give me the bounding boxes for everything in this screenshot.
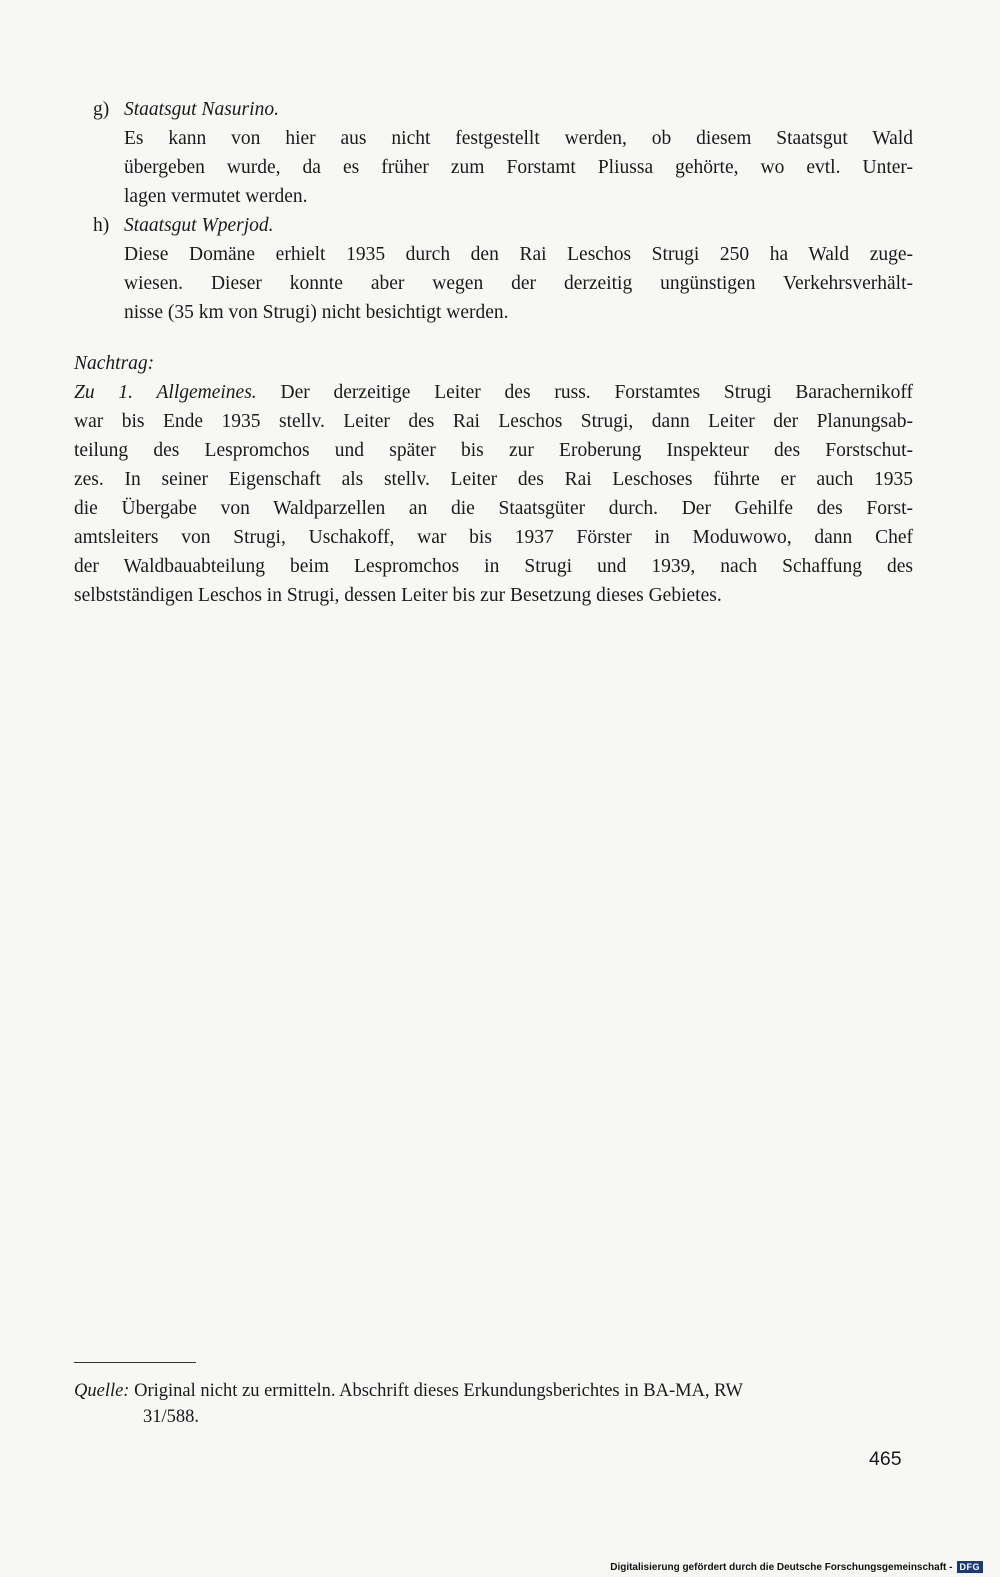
dfg-logo-icon: DFG — [957, 1561, 984, 1573]
list-item-h — [93, 211, 913, 327]
paragraph-line — [74, 378, 913, 407]
heading-staatsgut-wperjod: Staatsgut Wperjod. — [124, 215, 274, 236]
paragraph-line: zes. In seiner Eigenschaft als stellv. Leiter des Rai Leschoses führte er auch 1935 — [74, 469, 913, 490]
page-number: 465 — [869, 1448, 902, 1470]
paragraph-line: Diese Domäne erhielt 1935 durch den Rai Leschos Strugi 250 ha Wald zuge- — [124, 244, 913, 265]
list-item-h-body — [124, 211, 913, 327]
list-item-g — [93, 95, 913, 211]
list-marker-h: h) — [93, 215, 110, 236]
source-note — [74, 1378, 913, 1430]
nachtrag-title: Nachtrag: — [74, 353, 155, 374]
source-label: Quelle: — [74, 1381, 130, 1401]
paragraph-line: der Waldbauabteilung beim Lespromchos in Strugi und 1939, nach Schaffung des — [74, 556, 913, 577]
paragraph-line: die Übergabe von Waldparzellen an die Staatsgüter durch. Der Gehilfe des Forst- — [74, 498, 913, 519]
paragraph-line: nisse (35 km von Strugi) nicht besichtigt werden. — [124, 302, 509, 323]
nachtrag-body — [74, 378, 913, 610]
paragraph-line: lagen vermutet werden. — [124, 186, 308, 207]
paragraph-line: wiesen. Dieser konnte aber wegen der derzeitig ungünstigen Verkehrsverhält- — [124, 273, 913, 294]
list-item-g-body — [124, 95, 913, 211]
paragraph-line: war bis Ende 1935 stellv. Leiter des Rai Leschos Strugi, dann Leiter der Planungsab- — [74, 411, 913, 432]
nachtrag-section — [74, 349, 913, 610]
paragraph-line: Es kann von hier aus nicht festgestellt werden, ob diesem Staatsgut Wald — [124, 128, 913, 149]
source-line-2: 31/588. — [143, 1407, 200, 1427]
funding-footer — [610, 1561, 983, 1573]
source-line-1: Original nicht zu ermitteln. Abschrift dieses Erkundungsberichtes in BA-MA, RW — [129, 1381, 743, 1401]
paragraph-line: teilung des Lespromchos und später bis zur Eroberung Inspekteur des Forstschut- — [74, 440, 913, 461]
heading-staatsgut-nasurino: Staatsgut Nasurino. — [124, 99, 279, 120]
paragraph-line: übergeben wurde, da es früher zum Forstamt Pliussa gehörte, wo evtl. Unter- — [124, 157, 913, 178]
footnote-divider — [74, 1362, 196, 1363]
funding-text: Digitalisierung gefördert durch die Deutsche Forschungsgemeinschaft - — [610, 1561, 953, 1573]
nachtrag-lead: Zu 1. Allgemeines. — [74, 382, 257, 403]
paragraph-line: selbstständigen Leschos in Strugi, dessen Leiter bis zur Besetzung dieses Gebietes. — [74, 585, 722, 606]
paragraph-line: amtsleiters von Strugi, Uschakoff, war bis 1937 Förster in Moduwowo, dann Chef — [74, 527, 913, 548]
nachtrag-first-line: Der derzeitige Leiter des russ. Forstamtes Strugi Barachernikoff — [256, 382, 914, 403]
list-marker-g: g) — [93, 99, 110, 120]
